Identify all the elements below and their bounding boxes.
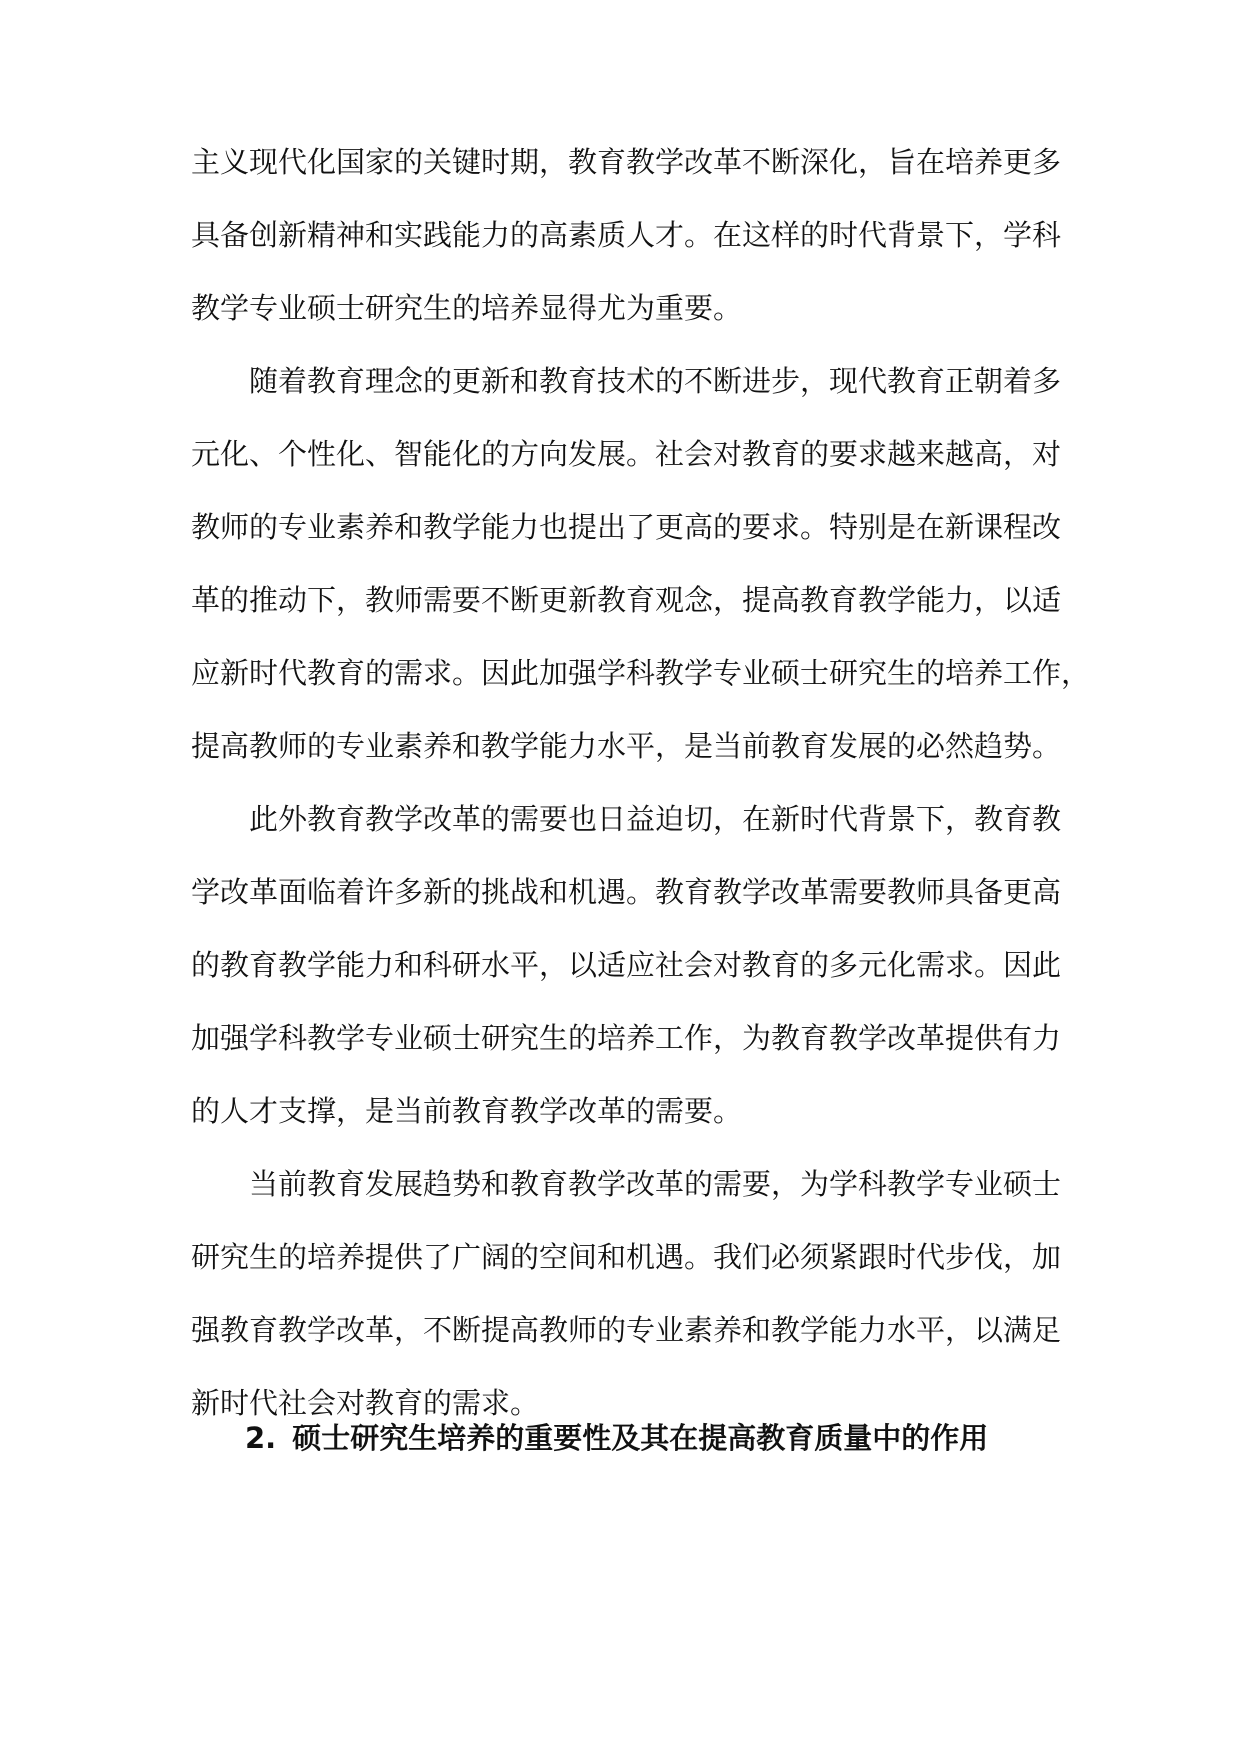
- paragraph-2: [191, 345, 1091, 783]
- text-line: 教师的专业素养和教学能力也提出了更高的要求。特别是在新课程改: [191, 510, 1062, 544]
- text-line: 研究生的培养提供了广阔的空间和机遇。我们必须紧跟时代步伐，加: [191, 1240, 1062, 1274]
- text-line: 主义现代化国家的关键时期，教育教学改革不断深化，旨在培养更多: [191, 145, 1062, 179]
- text-line: 教学专业硕士研究生的培养显得尤为重要。: [191, 291, 743, 325]
- body-text: [191, 126, 1091, 1440]
- text-line: 革的推动下，教师需要不断更新教育观念，提高教育教学能力，以适: [191, 583, 1062, 617]
- paragraph-4: [191, 1148, 1062, 1440]
- text-line: 强教育教学改革，不断提高教师的专业素养和教学能力水平，以满足: [191, 1313, 1062, 1347]
- section-heading: [245, 1408, 988, 1468]
- text-line: 元化、个性化、智能化的方向发展。社会对教育的要求越来越高，对: [191, 437, 1062, 471]
- text-line: 应新时代教育的需求。因此加强学科教学专业硕士研究生的培养工作，: [191, 656, 1091, 690]
- text-line: 随着教育理念的更新和教育技术的不断进步，现代教育正朝着多: [249, 364, 1062, 398]
- text-line: 此外教育教学改革的需要也日益迫切，在新时代背景下，教育教: [249, 802, 1062, 836]
- text-line: 学改革面临着许多新的挑战和机遇。教育教学改革需要教师具备更高: [191, 875, 1062, 909]
- text-line: 新时代社会对教育的需求。: [191, 1386, 540, 1420]
- text-line: 的人才支撑，是当前教育教学改革的需要。: [191, 1094, 743, 1128]
- paragraph-1: [191, 126, 1062, 345]
- paragraph-3: [191, 783, 1062, 1148]
- text-line: 的教育教学能力和科研水平，以适应社会对教育的多元化需求。因此: [191, 948, 1062, 982]
- section-number: 2.: [245, 1421, 277, 1455]
- text-line: 提高教师的专业素养和教学能力水平，是当前教育发展的必然趋势。: [191, 729, 1062, 763]
- section-title: 硕士研究生培养的重要性及其在提高教育质量中的作用: [292, 1421, 989, 1455]
- text-line: 加强学科教学专业硕士研究生的培养工作，为教育教学改革提供有力: [191, 1021, 1062, 1055]
- text-line: 具备创新精神和实践能力的高素质人才。在这样的时代背景下，学科: [191, 218, 1062, 252]
- text-line: 当前教育发展趋势和教育教学改革的需要，为学科教学专业硕士: [249, 1167, 1062, 1201]
